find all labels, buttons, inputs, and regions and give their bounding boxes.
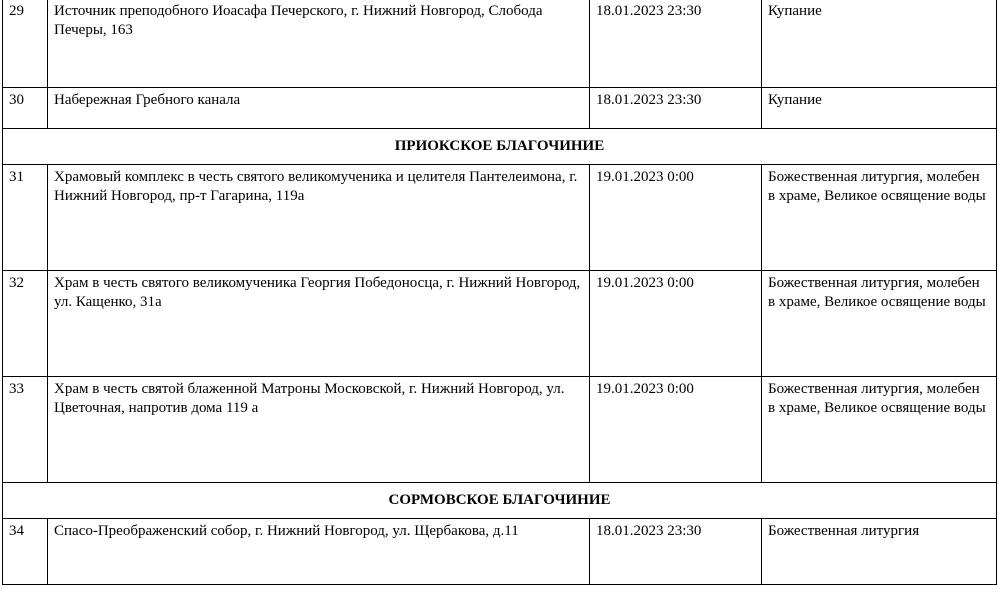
row-time: 18.01.2023 23:30: [590, 88, 762, 129]
row-place: Храм в честь святого великомученика Георгия Победоносца, г. Нижний Новгород, ул. Кащенко, 31а: [48, 271, 590, 377]
table-row: [3, 165, 997, 271]
table-row: [3, 0, 997, 88]
row-event: Божественная литургия, молебен в храме, Великое освящение воды: [762, 271, 997, 377]
table-row: [3, 377, 997, 483]
row-time: 19.01.2023 0:00: [590, 271, 762, 377]
section-title-sormovskoe: СОРМОВСКОЕ БЛАГОЧИНИЕ: [3, 483, 997, 519]
table-row: [3, 88, 997, 129]
row-time: 18.01.2023 23:30: [590, 519, 762, 585]
row-place: Набережная Гребного канала: [48, 88, 590, 129]
row-number: 29: [3, 0, 48, 88]
row-number: 32: [3, 271, 48, 377]
row-event: Купание: [762, 0, 997, 88]
section-title-priokskoe: ПРИОКСКОЕ БЛАГОЧИНИЕ: [3, 129, 997, 165]
row-event: Купание: [762, 88, 997, 129]
row-time: 19.01.2023 0:00: [590, 377, 762, 483]
row-event: Божественная литургия, молебен в храме, Великое освящение воды: [762, 377, 997, 483]
row-place: Источник преподобного Иоасафа Печерского, г. Нижний Новгород, Слобода Печеры, 163: [48, 0, 590, 88]
row-time: 18.01.2023 23:30: [590, 0, 762, 88]
row-place: Храм в честь святой блаженной Матроны Московской, г. Нижний Новгород, ул. Цветочная, напротив дома 119 а: [48, 377, 590, 483]
events-table: [2, 0, 997, 585]
row-place: Храмовый комплекс в честь святого великомученика и целителя Пантелеимона, г. Нижний Новгород, пр-т Гагарина, 119а: [48, 165, 590, 271]
table-row: [3, 271, 997, 377]
row-place: Спасо-Преображенский собор, г. Нижний Новгород, ул. Щербакова, д.11: [48, 519, 590, 585]
row-number: 34: [3, 519, 48, 585]
section-header-row: [3, 129, 997, 165]
row-event: Божественная литургия: [762, 519, 997, 585]
row-number: 31: [3, 165, 48, 271]
row-number: 30: [3, 88, 48, 129]
row-event: Божественная литургия, молебен в храме, Великое освящение воды: [762, 165, 997, 271]
row-time: 19.01.2023 0:00: [590, 165, 762, 271]
table-row: [3, 519, 997, 585]
section-header-row: [3, 483, 997, 519]
row-number: 33: [3, 377, 48, 483]
